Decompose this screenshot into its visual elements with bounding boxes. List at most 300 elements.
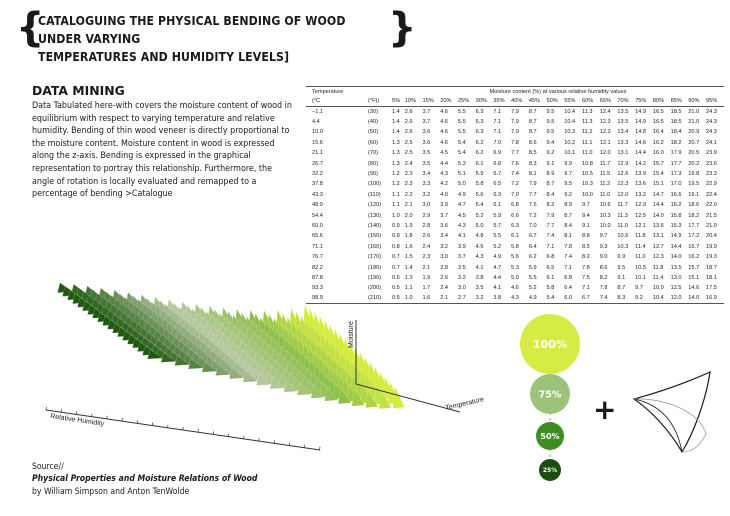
moisture-value-cell: 12.0: [671, 294, 689, 304]
moisture-value-cell: 9.3: [599, 243, 608, 250]
moisture-value-cell: 3.2: [457, 274, 466, 281]
moisture-value-cell: 6.8: [511, 202, 519, 209]
moisture-value-cell: 9.5: [564, 181, 573, 188]
humidity-column-header: 15%: [423, 97, 441, 107]
unit-fahrenheit: (°F)): [368, 97, 392, 107]
moisture-value-cell: 2.8: [440, 264, 449, 271]
moisture-value-cell: 5.9: [528, 264, 537, 271]
moisture-value-cell: 9.7: [564, 171, 573, 178]
moisture-value-cell: 20.2: [688, 160, 700, 167]
moisture-value-cell: 5.0: [457, 181, 466, 188]
moisture-value-cell: 13.1: [617, 150, 629, 157]
moisture-value-cell: 7.0: [528, 222, 537, 229]
moisture-value-cell: 1.0: [392, 212, 400, 219]
moisture-value-cell: 10.6: [599, 202, 611, 209]
scale-label: 25%: [542, 467, 558, 475]
moisture-value-cell: 14.9: [635, 108, 647, 115]
moisture-value-cell: 5.5: [457, 119, 466, 126]
moisture-value-cell: 5.2: [528, 285, 537, 292]
moisture-value-cell: 17.2: [688, 233, 700, 240]
moisture-value-cell: 7.1: [493, 108, 502, 115]
moisture-value-cell: 1.6: [423, 294, 441, 304]
moisture-value-cell: 5.6: [475, 191, 484, 198]
moisture-value-cell: 1.4: [392, 119, 400, 126]
moisture-value-cell: 9.2: [564, 191, 573, 198]
moisture-value-cell: 12.4: [599, 108, 611, 115]
humidity-column-header: 95%: [706, 97, 724, 107]
temperature-fahrenheit-cell: (50): [368, 129, 378, 136]
moisture-value-cell: 3.0: [440, 254, 449, 261]
moisture-value-cell: 8.7: [564, 212, 573, 219]
moisture-value-cell: 3.6: [422, 129, 431, 136]
moisture-value-cell: 8.5: [581, 243, 590, 250]
moisture-value-cell: 12.1: [635, 222, 647, 229]
moisture-value-cell: 14.4: [635, 150, 647, 157]
moisture-value-cell: 11.0: [581, 150, 593, 157]
moisture-value-cell: 2.6: [404, 108, 413, 115]
moisture-value-cell: 2.6: [404, 119, 413, 126]
moisture-value-cell: 5.8: [475, 181, 484, 188]
temperature-fahrenheit-cell: (60): [368, 139, 378, 146]
moisture-value-cell: 8.4: [564, 222, 573, 229]
moisture-value-cell: 14.9: [635, 119, 647, 126]
moisture-value-cell: 1.1: [392, 202, 400, 209]
moisture-value-cell: 2.1: [404, 202, 413, 209]
moisture-value-cell: 5.7: [493, 222, 502, 229]
moisture-value-cell: 7.1: [493, 119, 502, 126]
moisture-value-cell: 13.6: [635, 181, 647, 188]
temperature-fahrenheit-cell: (30): [368, 108, 378, 115]
moisture-value-cell: 3.7: [422, 119, 431, 126]
moisture-value-cell: 6.4: [528, 243, 537, 250]
temperature-fahrenheit-cell: (130): [368, 212, 382, 219]
moisture-value-cell: 2.9: [422, 212, 431, 219]
moisture-value-cell: 17.3: [670, 171, 682, 178]
moisture-value-cell: 18.7: [706, 264, 717, 271]
moisture-value-cell: 7.7: [528, 191, 537, 198]
moisture-value-cell: 10.4: [653, 294, 671, 304]
moisture-value-cell: 7.0: [493, 139, 502, 146]
moisture-value-cell: 16.0: [652, 150, 664, 157]
moisture-value-cell: 2.6: [422, 233, 431, 240]
moisture-value-cell: 6.7: [528, 233, 537, 240]
moisture-value-cell: 4.5: [440, 150, 449, 157]
moisture-value-cell: 1.1: [404, 285, 413, 292]
moisture-value-cell: 0.5: [392, 285, 400, 292]
moisture-value-cell: 13.3: [617, 139, 629, 146]
moisture-value-cell: 5.1: [457, 171, 466, 178]
scale-label: 50%: [540, 431, 560, 441]
source-book-title: Physical Properties and Moisture Relations of Wood: [32, 474, 258, 485]
moisture-value-cell: 9.9: [617, 254, 626, 261]
moisture-value-cell: 15.8: [670, 212, 682, 219]
moisture-value-cell: 16.2: [670, 202, 682, 209]
moisture-value-cell: 16.9: [706, 294, 724, 304]
moisture-value-cell: 1.2: [392, 181, 400, 188]
moisture-value-cell: 6.2: [528, 254, 537, 261]
source-citation: [32, 461, 257, 498]
temperature-celsius-cell: 60.0: [312, 222, 323, 229]
moisture-value-cell: 19.3: [706, 254, 717, 261]
moisture-value-cell: 10.1: [564, 150, 576, 157]
temperature-fahrenheit-cell: (200): [368, 285, 382, 292]
moisture-value-cell: 7.9: [546, 212, 555, 219]
moisture-value-cell: 8.1: [528, 171, 537, 178]
moisture-value-cell: 7.5: [528, 202, 537, 209]
moisture-value-cell: 11.4: [635, 243, 646, 250]
moisture-value-cell: 7.5: [581, 274, 590, 281]
moisture-value-cell: 7.4: [546, 233, 555, 240]
moisture-value-cell: 12.6: [617, 171, 629, 178]
moisture-value-cell: 4.9: [529, 294, 547, 304]
moisture-value-cell: 9.1: [581, 222, 590, 229]
moisture-value-cell: 7.8: [564, 243, 573, 250]
moisture-value-cell: 3.8: [475, 274, 484, 281]
moisture-value-cell: 7.4: [564, 254, 573, 261]
temperature-fahrenheit-cell: (150): [368, 233, 382, 240]
humidity-column-header: 45%: [529, 97, 547, 107]
moisture-value-cell: 16.5: [652, 119, 664, 126]
moisture-value-cell: 6.3: [475, 108, 484, 115]
moisture-value-cell: 14.4: [670, 243, 682, 250]
moisture-value-cell: 14.6: [688, 285, 700, 292]
moisture-value-cell: 15.1: [652, 181, 664, 188]
moisture-value-cell: 14.0: [670, 254, 682, 261]
temperature-celsius-cell: 82.2: [312, 264, 323, 271]
moisture-value-cell: 11.8: [652, 264, 664, 271]
moisture-value-cell: 3.2: [440, 243, 449, 250]
temperature-fahrenheit-cell: (170): [368, 254, 382, 261]
humidity-column-header: 70%: [617, 97, 635, 107]
moisture-value-cell: 9.2: [546, 150, 555, 157]
moisture-value-cell: 6.0: [564, 294, 582, 304]
temperature-celsius-cell: 98.9: [306, 294, 368, 304]
moisture-value-cell: 3.5: [422, 160, 431, 167]
section-heading: DATA MINING: [32, 83, 125, 98]
moisture-value-cell: 6.1: [475, 160, 484, 167]
source-label: Source//: [32, 462, 64, 472]
moisture-value-cell: 0.7: [392, 254, 400, 261]
moisture-value-cell: 5.8: [546, 285, 555, 292]
moisture-value-cell: 4.6: [440, 108, 449, 115]
humidity-column-header: 20%: [440, 97, 458, 107]
moisture-value-cell: 3.7: [457, 254, 466, 261]
moisture-value-cell: 13.5: [617, 119, 629, 126]
moisture-value-cell: 13.9: [635, 171, 647, 178]
moisture-value-cell: 18.2: [688, 212, 700, 219]
temperature-celsius-cell: 15.6: [312, 139, 323, 146]
moisture-value-cell: 9.0: [599, 254, 608, 261]
temperature-fahrenheit-cell: (70): [368, 150, 378, 157]
bending-scale: [520, 314, 580, 481]
moisture-value-cell: 17.7: [670, 160, 682, 167]
moisture-value-cell: 12.7: [652, 243, 664, 250]
moisture-value-cell: 6.5: [493, 181, 502, 188]
title-open-brace: {: [16, 5, 45, 51]
moisture-value-cell: 8.7: [528, 129, 537, 136]
temperature-celsius-cell: 10.0: [312, 129, 323, 136]
plus-operator: +: [593, 393, 617, 426]
moisture-value-cell: 3.9: [457, 243, 466, 250]
moisture-value-cell: 19.8: [688, 171, 700, 178]
moisture-value-cell: 3.2: [476, 294, 494, 304]
moisture-value-cell: 12.5: [635, 212, 647, 219]
moisture-value-cell: 4.8: [475, 233, 484, 240]
moisture-value-cell: 14.7: [652, 191, 664, 198]
moisture-value-cell: 3.5: [422, 150, 431, 157]
moisture-value-cell: 2.0: [404, 212, 413, 219]
title-close-brace: }: [388, 5, 417, 51]
moisture-value-cell: 4.5: [457, 212, 466, 219]
moisture-value-cell: 5.9: [493, 212, 502, 219]
moisture-value-cell: 6.7: [582, 294, 600, 304]
moisture-value-cell: 19.1: [688, 191, 700, 198]
moisture-value-cell: 4.6: [511, 285, 519, 292]
moisture-value-cell: 4.6: [475, 243, 484, 250]
moisture-value-cell: 7.7: [511, 150, 519, 157]
temperature-fahrenheit-cell: (190): [368, 274, 382, 281]
moisture-value-cell: 2.4: [422, 243, 431, 250]
moisture-value-cell: 6.6: [511, 212, 519, 219]
moisture-value-cell: 23.3: [706, 171, 717, 178]
temperature-fahrenheit-cell: (120): [368, 202, 382, 209]
moisture-value-cell: 2.3: [404, 181, 413, 188]
moisture-value-cell: 4.3: [511, 294, 529, 304]
moisture-value-cell: 4.6: [440, 129, 449, 136]
moisture-value-cell: 2.5: [404, 139, 413, 146]
moisture-value-cell: 11.0: [635, 254, 646, 261]
moisture-value-cell: 14.6: [635, 139, 647, 146]
moisture-value-cell: 4.7: [457, 202, 466, 209]
moisture-value-cell: 7.1: [546, 243, 555, 250]
temperature-celsius-cell: 43.3: [312, 191, 323, 198]
moisture-value-cell: 5.9: [475, 171, 484, 178]
moisture-value-cell: 22.9: [706, 181, 717, 188]
moisture-value-cell: 3.5: [457, 264, 466, 271]
moisture-value-cell: 8.7: [528, 119, 537, 126]
humidity-column-header: 5%: [392, 97, 405, 107]
temperature-fahrenheit-cell: (210): [368, 294, 392, 304]
moisture-value-cell: 12.3: [599, 119, 611, 126]
moisture-value-cell: 1.8: [404, 233, 413, 240]
moisture-value-cell: 11.2: [599, 181, 611, 188]
moisture-value-cell: 4.1: [475, 264, 484, 271]
moisture-value-cell: 12.3: [652, 254, 664, 261]
moisture-value-cell: 17.0: [670, 181, 682, 188]
moisture-value-cell: 11.3: [617, 212, 628, 219]
moisture-value-cell: 4.4: [493, 274, 502, 281]
moisture-value-cell: 13.5: [670, 264, 682, 271]
temperature-fahrenheit-cell: (140): [368, 222, 382, 229]
moisture-value-cell: 7.8: [511, 139, 519, 146]
humidity-column-header: 50%: [547, 97, 565, 107]
moisture-value-cell: 7.9: [511, 129, 519, 136]
moisture-value-cell: 8.9: [546, 171, 555, 178]
moisture-value-cell: 19.5: [688, 181, 700, 188]
moisture-value-cell: 24.1: [706, 139, 717, 146]
moisture-value-cell: 2.6: [440, 274, 449, 281]
moisture-value-cell: 9.5: [617, 264, 626, 271]
moisture-value-cell: 1.3: [404, 274, 413, 281]
temperature-fahrenheit-cell: (80): [368, 160, 378, 167]
moisture-header: Moisture content (%) at various relative humidity values: [392, 87, 724, 97]
moisture-value-cell: 6.8: [564, 274, 573, 281]
moisture-value-cell: 9.1: [617, 274, 626, 281]
moisture-value-cell: 9.2: [635, 294, 653, 304]
moisture-value-cell: 6.8: [493, 160, 502, 167]
moisture-value-cell: 1.4: [392, 129, 400, 136]
moisture-value-cell: 2.3: [422, 254, 431, 261]
moisture-value-cell: 2.5: [404, 150, 413, 157]
moisture-value-cell: 11.0: [617, 222, 628, 229]
moisture-value-cell: 5.3: [511, 264, 519, 271]
moisture-value-cell: 7.9: [528, 181, 537, 188]
moisture-value-cell: 7.9: [511, 108, 519, 115]
moisture-value-cell: 22.4: [706, 191, 717, 198]
moisture-value-cell: 7.8: [599, 285, 608, 292]
moisture-value-cell: 18.2: [670, 139, 682, 146]
moisture-value-cell: 12.0: [617, 191, 629, 198]
moisture-value-cell: 5.4: [547, 294, 565, 304]
moisture-value-cell: 20.7: [688, 139, 700, 146]
moisture-value-cell: 3.0: [457, 285, 466, 292]
temperature-celsius-cell: 65.6: [312, 233, 323, 240]
humidity-column-header: 10%: [405, 97, 423, 107]
moisture-value-cell: 12.3: [599, 129, 611, 136]
moisture-value-cell: 8.6: [528, 139, 537, 146]
moisture-value-cell: 4.3: [475, 254, 484, 261]
moisture-value-cell: 3.8: [493, 294, 511, 304]
humidity-column-header: 35%: [493, 97, 511, 107]
moisture-value-cell: 16.4: [652, 129, 664, 136]
moisture-value-cell: 11.3: [581, 108, 593, 115]
moisture-value-cell: 14.2: [635, 160, 647, 167]
moisture-value-cell: 18.5: [670, 108, 682, 115]
moisture-value-cell: 8.1: [564, 233, 573, 240]
moisture-value-cell: 9.4: [581, 212, 590, 219]
moisture-value-cell: 1.3: [392, 150, 400, 157]
moisture-value-cell: 22.0: [706, 202, 717, 209]
moisture-value-cell: 15.4: [652, 171, 664, 178]
moisture-value-cell: 9.9: [564, 160, 573, 167]
moisture-value-cell: 9.7: [599, 233, 608, 240]
moisture-value-cell: 5.3: [457, 160, 466, 167]
moisture-value-cell: 3.7: [440, 212, 449, 219]
moisture-value-cell: 2.1: [440, 294, 458, 304]
temperature-celsius-cell: 48.9: [312, 202, 323, 209]
temperature-celsius-cell: 32.2: [312, 171, 323, 178]
moisture-value-cell: 3.5: [475, 285, 484, 292]
moisture-value-cell: 3.6: [422, 139, 431, 146]
moisture-axis-label: Moisture: [348, 321, 355, 348]
moisture-value-cell: 10.3: [617, 243, 629, 250]
moisture-value-cell: 21.0: [706, 222, 717, 229]
moisture-value-cell: 5.4: [457, 150, 466, 157]
temperature-celsius-cell: 21.1: [312, 150, 323, 157]
moisture-value-cell: 6.4: [564, 285, 573, 292]
moisture-value-cell: 2.6: [404, 129, 413, 136]
moisture-value-cell: 1.5: [404, 254, 413, 261]
moisture-value-cell: 4.3: [457, 222, 466, 229]
moisture-value-cell: 2.3: [404, 171, 413, 178]
humidity-column-header: 65%: [600, 97, 618, 107]
moisture-value-cell: 23.6: [706, 160, 717, 167]
moisture-value-cell: 10.5: [635, 264, 647, 271]
moisture-value-cell: 6.3: [511, 222, 519, 229]
moisture-value-cell: 17.5: [706, 285, 717, 292]
moisture-value-cell: 11.8: [635, 233, 646, 240]
moisture-value-cell: 11.3: [581, 119, 593, 126]
moisture-value-cell: 16.2: [688, 254, 700, 261]
moisture-value-cell: 7.2: [511, 181, 519, 188]
moisture-value-cell: 1.4: [392, 108, 400, 115]
moisture-value-cell: 4.0: [440, 191, 449, 198]
moisture-value-cell: 1.1: [392, 191, 400, 198]
moisture-value-cell: 6.3: [475, 129, 484, 136]
moisture-value-cell: 4.2: [440, 181, 449, 188]
moisture-value-cell: 1.4: [404, 264, 413, 271]
moisture-value-cell: 12.5: [670, 285, 682, 292]
moisture-value-cell: 12.9: [617, 160, 629, 167]
moisture-value-cell: 14.0: [688, 294, 706, 304]
moisture-value-cell: 7.4: [600, 294, 618, 304]
bent-veneer-icon: [634, 372, 710, 452]
moisture-value-cell: 10.3: [581, 181, 593, 188]
humidity-column-header: 60%: [582, 97, 600, 107]
moisture-value-cell: 18.4: [670, 129, 682, 136]
temperature-fahrenheit-cell: (110): [368, 191, 381, 198]
temperature-celsius-cell: 93.3: [312, 285, 323, 292]
moisture-value-cell: 13.0: [670, 274, 682, 281]
moisture-value-cell: 2.4: [440, 285, 449, 292]
moisture-value-cell: 2.1: [422, 264, 431, 271]
moisture-value-cell: 11.7: [599, 160, 611, 167]
moisture-value-cell: 8.9: [564, 202, 573, 209]
moisture-value-cell: 20.9: [688, 129, 700, 136]
moisture-value-cell: 23.9: [706, 150, 717, 157]
temperature-fahrenheit-cell: (180): [368, 264, 382, 271]
moisture-value-cell: 15.1: [688, 274, 700, 281]
moisture-value-cell: 10.2: [564, 139, 576, 146]
moisture-value-cell: 5.4: [475, 202, 484, 209]
bending-triangle: [393, 387, 405, 409]
moisture-value-cell: 16.2: [652, 139, 664, 146]
moisture-value-cell: 18.1: [706, 274, 717, 281]
moisture-value-cell: 10.9: [652, 285, 664, 292]
moisture-value-cell: 20.5: [688, 150, 700, 157]
scale-label: 100%: [533, 337, 567, 351]
temperature-celsius-cell: 26.7: [312, 160, 323, 167]
moisture-value-cell: 7.9: [511, 119, 519, 126]
moisture-value-cell: 5.0: [475, 222, 484, 229]
moisture-value-cell: 8.7: [617, 285, 626, 292]
moisture-value-cell: 12.1: [599, 139, 611, 146]
moisture-value-cell: 13.4: [617, 129, 629, 136]
moisture-value-cell: 4.1: [457, 233, 466, 240]
moisture-value-cell: 10.3: [564, 129, 576, 136]
temperature-celsius-cell: 76.7: [312, 254, 323, 261]
temperature-fahrenheit-cell: (100): [368, 181, 382, 188]
moisture-value-cell: 12.3: [617, 181, 629, 188]
moisture-value-cell: 4.4: [440, 160, 449, 167]
moisture-value-cell: 9.5: [546, 119, 555, 126]
moisture-value-cell: 3.6: [440, 222, 449, 229]
moisture-value-cell: 6.3: [475, 119, 484, 126]
moisture-value-cell: 9.7: [581, 202, 590, 209]
moisture-value-cell: 11.4: [652, 274, 664, 281]
temperature-header: Temperature: [306, 87, 392, 97]
moisture-value-cell: 7.1: [581, 285, 590, 292]
